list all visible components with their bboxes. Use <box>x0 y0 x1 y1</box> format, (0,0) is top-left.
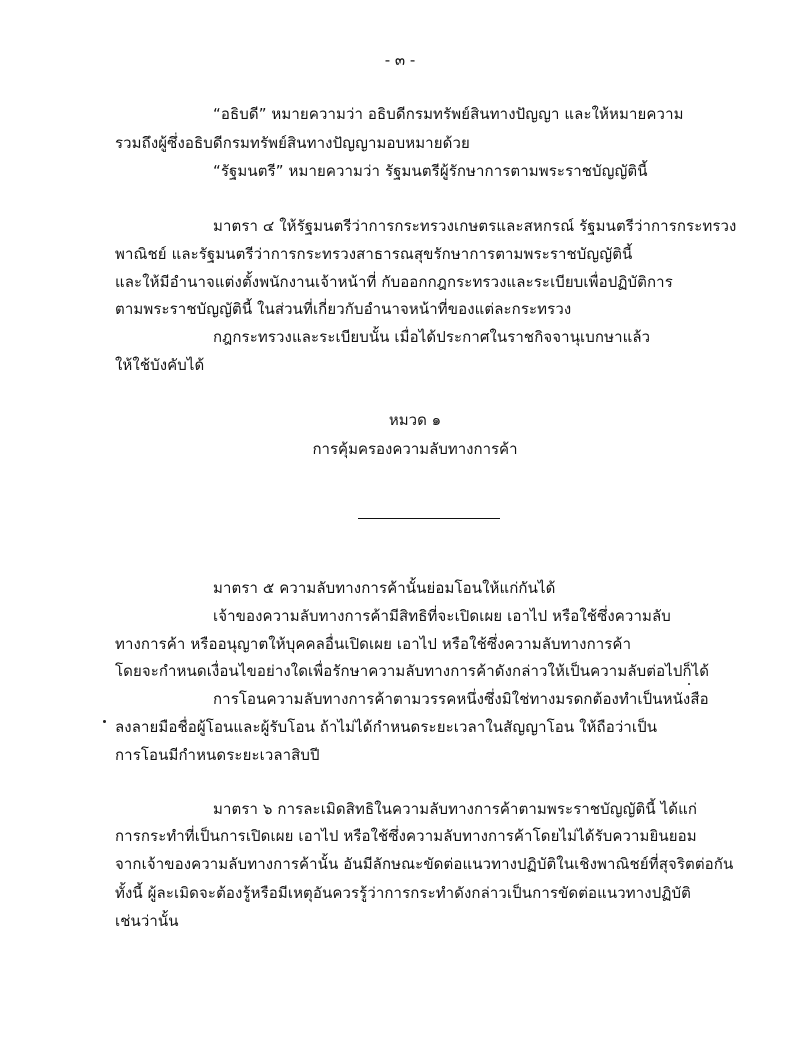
chapter-divider <box>358 518 500 519</box>
scan-speck <box>688 683 690 685</box>
section-5-line-1: มาตรา ๕ ความลับทางการค้านั้นย่อมโอนให้แก่กันได้ <box>213 579 556 597</box>
section-4-line-1: มาตรา ๔ ให้รัฐมนตรีว่าการกระทรวงเกษตรและสหกรณ์ รัฐมนตรีว่าการกระทรวง <box>213 217 737 235</box>
section-6-line-4: ทั้งนี้ ผู้ละเมิดจะต้องรู้หรือมีเหตุอันควรรู้ว่าการกระทำดังกล่าวเป็นการขัดต่อแนวทางปฏิบัติ <box>115 884 691 902</box>
section-5-line-5: การโอนความลับทางการค้าตามวรรคหนึ่งซึ่งมิใช่ทางมรดกต้องทำเป็นหนังสือ <box>213 690 709 708</box>
section-6-line-3: จากเจ้าของความลับทางการค้านั้น อันมีลักษณะขัดต่อแนวทางปฏิบัติในเชิงพาณิชย์ที่สุจริตต่อกัน <box>115 855 734 873</box>
section-5-line-2: เจ้าของความลับทางการค้ามีสิทธิที่จะเปิดเผย เอาไป หรือใช้ซึ่งความลับ <box>213 607 671 625</box>
section-6-line-1: มาตรา ๖ การละเมิดสิทธิในความลับทางการค้าตามพระราชบัญญัตินี้ ได้แก่ <box>213 800 698 818</box>
scan-speck <box>103 720 106 723</box>
section-6-line-5: เช่นว่านั้น <box>115 912 179 930</box>
section-4-line-4: ตามพระราชบัญญัตินี้ ในส่วนที่เกี่ยวกับอำนาจหน้าที่ของแต่ละกระทรวง <box>115 300 572 318</box>
section-5-line-7: การโอนมีกำหนดระยะเวลาสิบปี <box>115 746 320 764</box>
section-4-line-6: ให้ใช้บังคับได้ <box>115 356 205 374</box>
section-5-line-4: โดยจะกำหนดเงื่อนไขอย่างใดเพื่อรักษาความลับทางการค้าดังกล่าวให้เป็นความลับต่อไปก็ได้ <box>115 662 710 680</box>
definition-director-general-cont: รวมถึงผู้ซึ่งอธิบดีกรมทรัพย์สินทางปัญญามอบหมายด้วย <box>115 134 470 152</box>
section-5-line-3: ทางการค้า หรืออนุญาตให้บุคคลอื่นเปิดเผย เอาไป หรือใช้ซึ่งความลับทางการค้า <box>115 635 632 653</box>
section-5-line-6: ลงลายมือชื่อผู้โอนและผู้รับโอน ถ้าไม่ได้กำหนดระยะเวลาในสัญญาโอน ให้ถือว่าเป็น <box>115 718 658 736</box>
definition-director-general: “อธิบดี” หมายความว่า อธิบดีกรมทรัพย์สินทางปัญญา และให้หมายความ <box>213 105 684 123</box>
section-4-line-2: พาณิชย์ และรัฐมนตรีว่าการกระทรวงสาธารณสุขรักษาการตามพระราชบัญญัตินี้ <box>115 245 633 263</box>
page-number: - ๓ - <box>384 51 416 69</box>
definition-minister: “รัฐมนตรี” หมายความว่า รัฐมนตรีผู้รักษาการตามพระราชบัญญัตินี้ <box>213 162 648 180</box>
section-4-line-5: กฎกระทรวงและระเบียบนั้น เมื่อได้ประกาศในราชกิจจานุเบกษาแล้ว <box>213 328 651 346</box>
section-6-line-2: การกระทำที่เป็นการเปิดเผย เอาไป หรือใช้ซึ่งความลับทางการค้าโดยไม่ได้รับความยินยอม <box>115 827 697 845</box>
section-4-line-3: และให้มีอำนาจแต่งตั้งพนักงานเจ้าหน้าที่ กับออกกฎกระทรวงและระเบียบเพื่อปฏิบัติการ <box>115 273 673 291</box>
chapter-number: หมวด ๑ <box>388 411 442 429</box>
chapter-title: การคุ้มครองความลับทางการค้า <box>312 440 518 458</box>
